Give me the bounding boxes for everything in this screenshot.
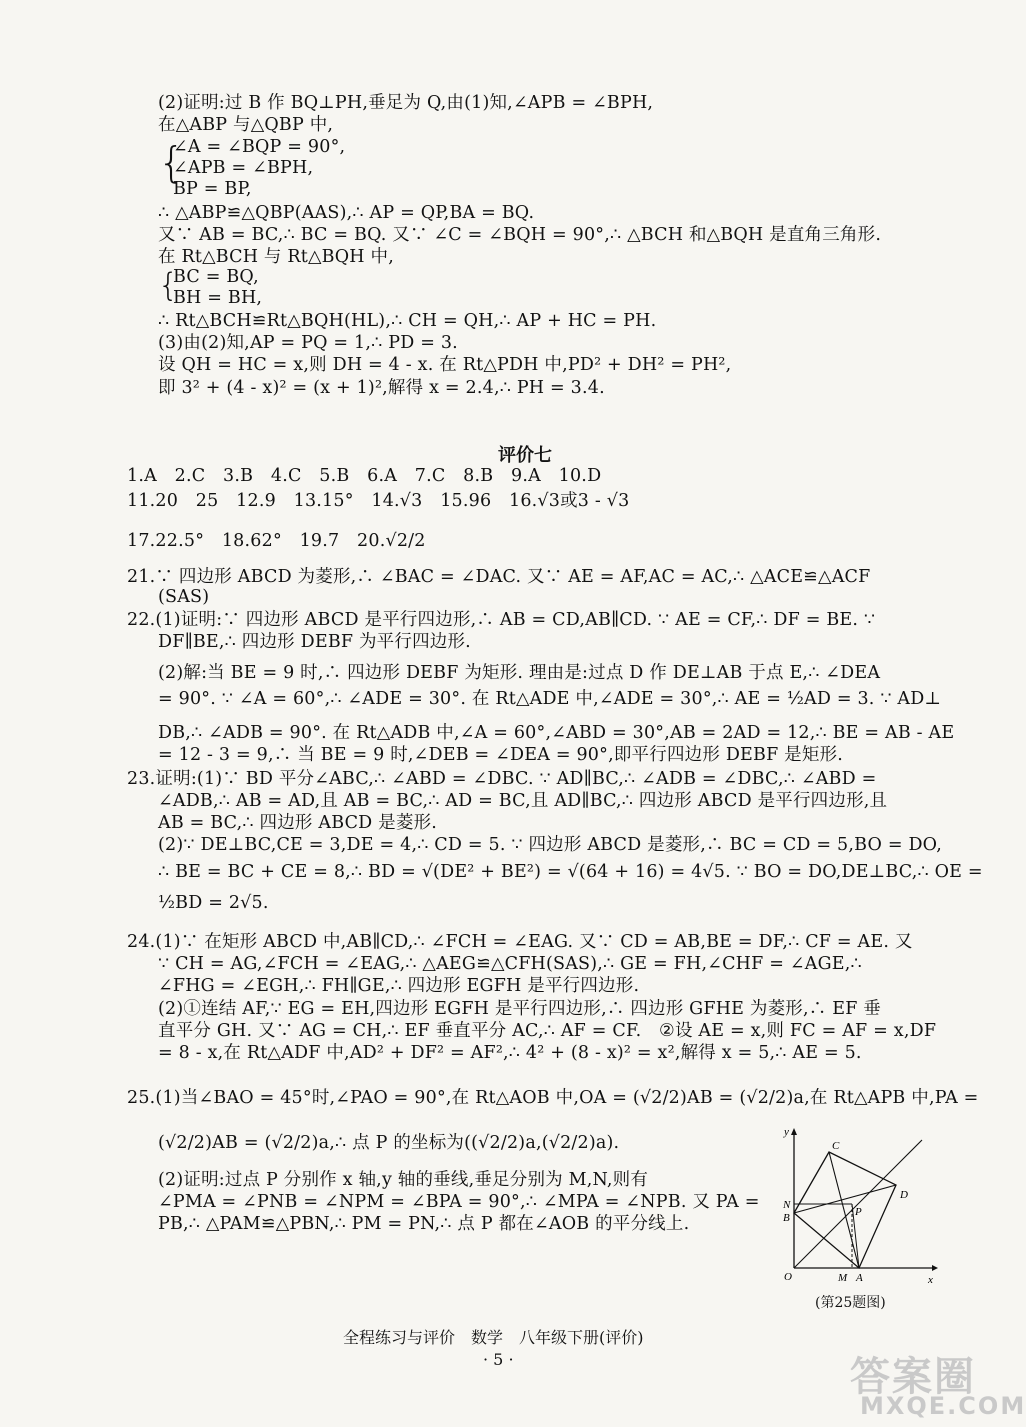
solution-line: PB,∴ △PAM≌△PBN,∴ PM = PN,∴ 点 P 都在∠AOB 的平分线上. bbox=[158, 1214, 690, 1234]
solution-line: AB = BC,∴ 四边形 ABCD 是菱形. bbox=[158, 813, 438, 833]
watermark-logo: 答案圈 bbox=[850, 1354, 976, 1400]
solution-line: (√2/2)AB = (√2/2)a,∴ 点 P 的坐标为((√2/2)a,(√2/2)a). bbox=[158, 1133, 620, 1153]
label-n: N bbox=[783, 1199, 791, 1211]
solution-line: ∵ CH = AG,∠FCH = ∠EAG,∴ △AEG≌△CFH(SAS),∴ GE = FH,∠CHF = ∠AGE,∴ bbox=[158, 954, 862, 974]
label-y: y bbox=[784, 1126, 789, 1138]
brace-icon: { bbox=[158, 138, 185, 187]
solution-line: ∠PMA = ∠PNB = ∠NPM = ∠BPA = 90°,∴ ∠MPA = ∠NPB. 又 PA = bbox=[158, 1192, 760, 1212]
text-line: ∴ Rt△BCH≌Rt△BQH(HL),∴ CH = QH,∴ AP + HC = PH. bbox=[158, 311, 657, 331]
label-d: D bbox=[900, 1189, 908, 1201]
solution-line: 23.证明:(1)∵ BD 平分∠ABC,∴ ∠ABD = ∠DBC. ∵ AD∥BC,∴ ∠ADB = ∠DBC,∴ ∠ABD = bbox=[127, 769, 877, 789]
solution-line: 21.∵ 四边形 ABCD 为菱形,∴ ∠BAC = ∠DAC. 又∵ AE = AF,AC = AC,∴ △ACE≌△ACF bbox=[127, 567, 871, 587]
watermark-url: MXQE.COM bbox=[860, 1392, 1026, 1420]
square-abcd bbox=[794, 1152, 896, 1268]
figure-caption: (第25题图) bbox=[815, 1295, 886, 1311]
geometry-figure bbox=[772, 1125, 942, 1285]
solution-line: DB,∴ ∠ADB = 90°. 在 Rt△ADB 中,∠A = 60°,∠ABD = 30°,AB = 2AD = 12,∴ BE = AB - AE bbox=[158, 723, 955, 743]
text-line: BP = BP, bbox=[173, 179, 252, 199]
solution-line: = 8 - x,在 Rt△ADF 中,AD² + DF² = AF²,∴ 4² + (8 - x)² = x²,解得 x = 5,∴ AE = 5. bbox=[158, 1043, 862, 1063]
label-m: M bbox=[838, 1272, 848, 1284]
solution-line: ∴ BE = BC + CE = 8,∴ BD = √(DE² + BE²) = √(64 + 16) = 4√5. ∵ BO = DO,DE⊥BC,∴ OE = bbox=[158, 862, 983, 882]
solution-line: (2)解:当 BE = 9 时,∴ 四边形 DEBF 为矩形. 理由是:过点 D 作 DE⊥AB 于点 E,∴ ∠DEA bbox=[158, 663, 881, 683]
diagonal-bd bbox=[794, 1185, 896, 1213]
section-title: 评价七 bbox=[498, 445, 552, 466]
answer-line: 1.A 2.C 3.B 4.C 5.B 6.A 7.C 8.B 9.A 10.D bbox=[127, 466, 602, 486]
solution-line: (2)∵ DE⊥BC,CE = 3,DE = 4,∴ CD = 5. ∵ 四边形 ABCD 是菱形,∴ BC = CD = 5,BO = DO, bbox=[158, 835, 942, 855]
text-line: BC = BQ, bbox=[173, 267, 259, 287]
text-line: ∠APB = ∠BPH, bbox=[173, 158, 314, 178]
text-line: (2)证明:过 B 作 BQ⊥PH,垂足为 Q,由(1)知,∠APB = ∠BPH, bbox=[158, 93, 654, 113]
label-x: x bbox=[928, 1274, 933, 1286]
text-line: BH = BH, bbox=[173, 288, 263, 308]
answer-line: 17.22.5° 18.62° 19.7 20.√2/2 bbox=[127, 531, 426, 551]
solution-line: ½BD = 2√5. bbox=[158, 893, 269, 913]
solution-line: (SAS) bbox=[158, 587, 210, 607]
solution-line: (2)①连结 AF,∵ EG = EH,四边形 EGFH 是平行四边形,∴ 四边形 GFHE 为菱形,∴ EF 垂 bbox=[158, 999, 882, 1019]
solution-line: ∠ADB,∴ AB = AD,且 AB = BC,∴ AD = BC,且 AD∥BC,∴ 四边形 ABCD 是平行四边形,且 bbox=[158, 791, 888, 811]
text-line: 在 Rt△BCH 与 Rt△BQH 中, bbox=[158, 247, 394, 267]
footer-book-title: 全程练习与评价 数学 八年级下册(评价) bbox=[343, 1328, 644, 1347]
solution-line: 22.(1)证明:∵ 四边形 ABCD 是平行四边形,∴ AB = CD,AB∥CD. ∵ AE = CF,∴ DF = BE. ∵ bbox=[127, 610, 876, 630]
y-axis-arrow-icon bbox=[791, 1128, 797, 1135]
solution-line: = 90°. ∵ ∠A = 60°,∴ ∠ADE = 30°. 在 Rt△ADE 中,∠ADE = 30°,∴ AE = ½AD = 3. ∵ AD⊥ bbox=[158, 689, 942, 709]
label-o: O bbox=[784, 1271, 792, 1283]
text-line: 设 QH = HC = x,则 DH = 4 - x. 在 Rt△PDH 中,PD² + DH² = PH², bbox=[158, 355, 732, 375]
text-line: 又∵ AB = BC,∴ BC = BQ. 又∵ ∠C = ∠BQH = 90°,∴ △BCH 和△BQH 是直角三角形. bbox=[158, 225, 882, 245]
page-number: · 5 · bbox=[483, 1350, 514, 1369]
label-b: B bbox=[783, 1212, 790, 1224]
label-a: A bbox=[856, 1272, 863, 1284]
text-line: 在△ABP 与△QBP 中, bbox=[158, 115, 334, 135]
solution-line: 25.(1)当∠BAO = 45°时,∠PAO = 90°,在 Rt△AOB 中,OA = (√2/2)AB = (√2/2)a,在 Rt△APB 中,PA = bbox=[127, 1088, 979, 1108]
answer-line: 11.20 25 12.9 13.15° 14.√3 15.96 16.√3或3 - √3 bbox=[127, 491, 630, 511]
x-axis-arrow-icon bbox=[932, 1265, 938, 1271]
solution-line: (2)证明:过点 P 分别作 x 轴,y 轴的垂线,垂足分别为 M,N,则有 bbox=[158, 1170, 649, 1190]
solution-line: DF∥BE,∴ 四边形 DEBF 为平行四边形. bbox=[158, 632, 471, 652]
solution-line: ∠FHG = ∠EGH,∴ FH∥GE,∴ 四边形 EGFH 是平行四边形. bbox=[158, 976, 640, 996]
solution-line: 直平分 GH. 又∵ AG = CH,∴ EF 垂直平分 AC,∴ AF = CF. ②设 AE = x,则 FC = AF = x,DF bbox=[158, 1021, 937, 1041]
label-p: P bbox=[855, 1206, 862, 1218]
brace-icon: { bbox=[158, 266, 179, 304]
text-line: 即 3² + (4 - x)² = (x + 1)²,解得 x = 2.4,∴ PH = 3.4. bbox=[158, 378, 605, 398]
text-line: ∠A = ∠BQP = 90°, bbox=[173, 137, 346, 157]
solution-line: = 12 - 3 = 9,∴ 当 BE = 9 时,∠DEB = ∠DEA = 90°,即平行四边形 DEBF 是矩形. bbox=[158, 745, 844, 765]
text-line: (3)由(2)知,AP = PQ = 1,∴ PD = 3. bbox=[158, 333, 458, 353]
label-c: C bbox=[832, 1140, 840, 1152]
solution-line: 24.(1)∵ 在矩形 ABCD 中,AB∥CD,∴ ∠FCH = ∠EAG. 又∵ CD = AB,BE = DF,∴ CF = AE. 又 bbox=[127, 932, 913, 952]
text-line: ∴ △ABP≌△QBP(AAS),∴ AP = QP,BA = BQ. bbox=[158, 203, 535, 223]
